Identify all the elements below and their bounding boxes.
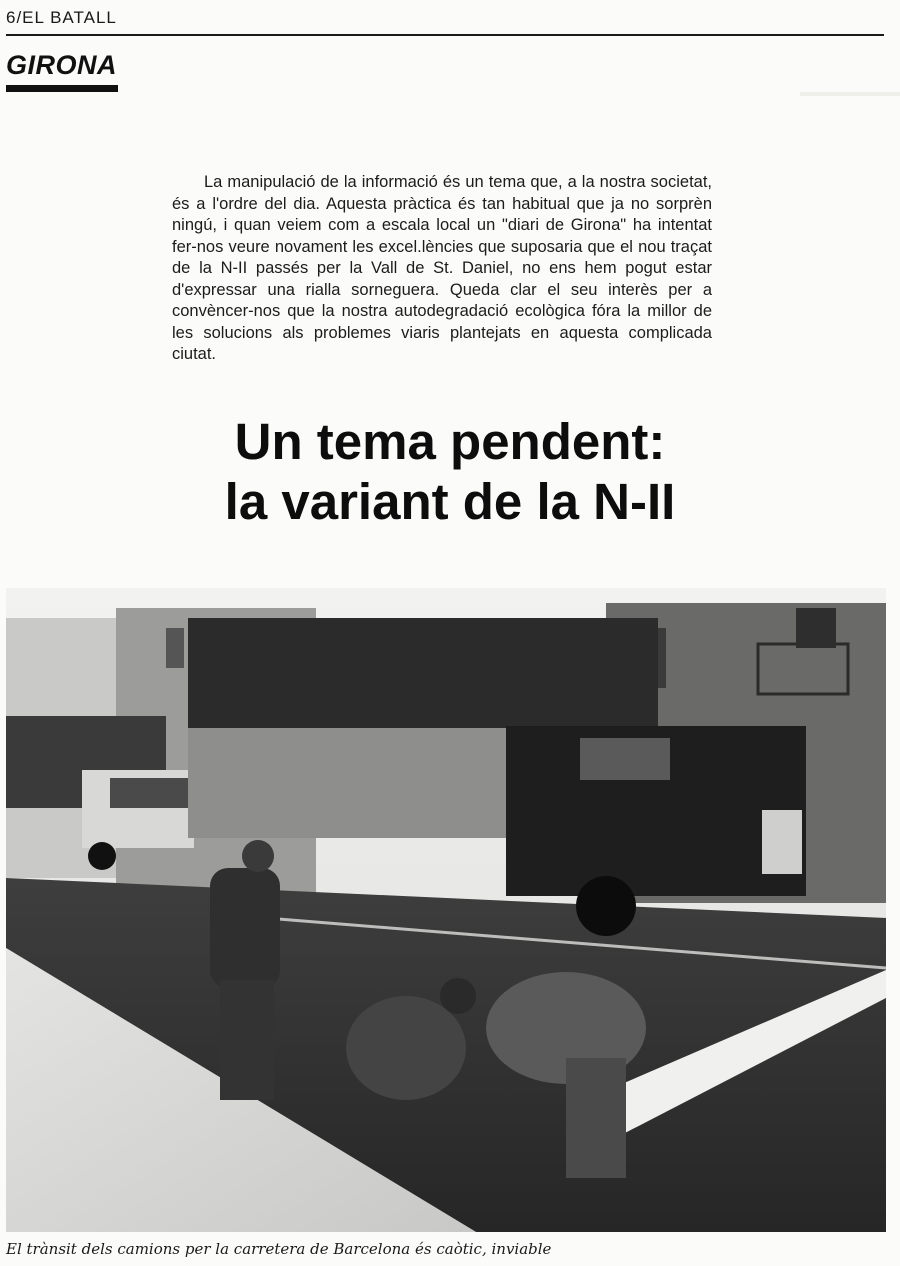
truck-left-windshield	[110, 778, 190, 808]
worker-standing-legs	[220, 980, 274, 1100]
street-photo	[6, 588, 886, 1232]
running-head: 6/EL BATALL	[6, 8, 117, 27]
photo-caption: El trànsit dels camions per la carretera de Barcelona és caòtic, inviable	[6, 1240, 552, 1258]
section-underline	[6, 85, 118, 92]
truck-left-wheel	[88, 842, 116, 870]
header-rule	[6, 34, 884, 36]
headline-line-1: Un tema pendent:	[234, 413, 666, 470]
worker-crouching-2-legs	[566, 1058, 626, 1178]
facing-page-shadow	[800, 48, 900, 96]
truck-main-windshield	[580, 738, 670, 780]
truck-main-cargo	[188, 728, 508, 838]
worker-standing-body	[210, 868, 280, 988]
section-title: GIRONA	[6, 50, 117, 80]
worker-standing-head	[242, 840, 274, 872]
headline-line-2: la variant de la N-II	[224, 473, 676, 530]
intro-paragraph: La manipulació de la informació és un tema que, a la nostra societat, és a l'ordre del dia. Aquesta pràctica és tan habitual que ja no sorprèn ningú, i quan veiem com a escala local un "diari de Girona" ha intentat fer-nos veure novament les excel.lències que suposaria que el nou traçat de la N-II passés per la Vall de St. Daniel, no ens hem pogut estar d'expressar una rialla sorneguera. Queda clar el seu interès per a convèncer-nos que la nostra autodegradació ecològica fóra la millor de les solucions als problemes viaris plantejats en aquesta complicada ciutat.	[172, 173, 712, 363]
worker-crouching-2-head	[440, 978, 476, 1014]
truck-main-tarp	[188, 618, 658, 738]
truck-main-grille	[762, 810, 802, 874]
window-right-2	[796, 608, 836, 648]
window-mid-1	[166, 628, 184, 668]
worker-crouching-1	[346, 996, 466, 1100]
truck-main-wheel	[576, 876, 636, 936]
headline	[150, 412, 750, 532]
